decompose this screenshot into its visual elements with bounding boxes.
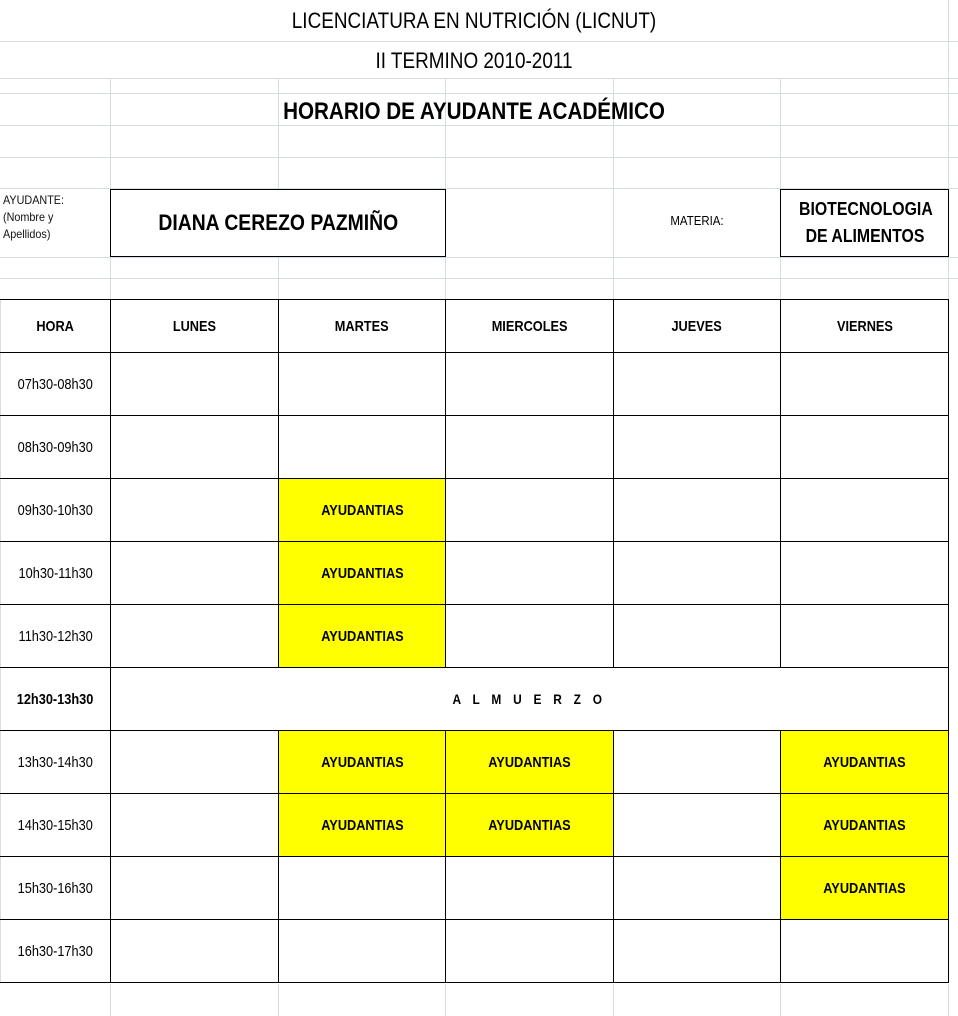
gridline (0, 278, 958, 279)
column-header (614, 300, 781, 353)
schedule-cell (781, 605, 949, 668)
gridline (110, 984, 111, 1016)
schedule-cell (614, 731, 781, 794)
time-label: 07h30-08h30 (17, 375, 94, 393)
schedule-row (1, 542, 949, 605)
session-label: AYUDANTIAS (823, 816, 906, 834)
schedule-cell (781, 542, 949, 605)
time-slot (1, 479, 111, 542)
column-header (111, 300, 279, 353)
column-header-label: JUEVES (671, 317, 723, 335)
schedule-cell (446, 416, 614, 479)
schedule-cell (781, 416, 949, 479)
schedule-cell (279, 731, 446, 794)
time-slot (1, 542, 111, 605)
schedule-cell (111, 731, 279, 794)
schedule-row (1, 605, 949, 668)
session-label: AYUDANTIAS (823, 879, 906, 897)
column-header-label: HORA (36, 317, 75, 335)
time-slot (1, 353, 111, 416)
schedule-cell (446, 353, 614, 416)
schedule-cell (111, 857, 279, 920)
column-header (279, 300, 446, 353)
time-slot (1, 416, 111, 479)
schedule-cell (446, 542, 614, 605)
column-header-label: VIERNES (836, 317, 893, 335)
schedule-cell (446, 857, 614, 920)
schedule-cell (614, 920, 781, 983)
column-header-label: MIERCOLES (491, 317, 568, 335)
gridline (278, 984, 279, 1016)
time-label: 15h30-16h30 (17, 879, 94, 897)
term-title: II TERMINO 2010-2011 (375, 48, 573, 73)
schedule-row (1, 416, 949, 479)
session-label: AYUDANTIAS (320, 564, 404, 582)
time-label: 12h30-13h30 (17, 690, 94, 708)
schedule-cell (279, 479, 446, 542)
schedule-cell (446, 605, 614, 668)
schedule-cell (111, 542, 279, 605)
schedule-cell (614, 605, 781, 668)
schedule-cell (446, 920, 614, 983)
session-label: AYUDANTIAS (320, 501, 404, 519)
schedule-cell (279, 857, 446, 920)
session-label: AYUDANTIAS (823, 753, 906, 771)
schedule-cell (446, 794, 614, 857)
gridline (0, 41, 958, 42)
schedule-cell (614, 479, 781, 542)
column-header (1, 300, 111, 353)
schedule-title: HORARIO DE AYUDANTE ACADÉMICO (283, 98, 665, 125)
time-label: 10h30-11h30 (18, 564, 93, 582)
schedule-cell (614, 857, 781, 920)
column-header (446, 300, 614, 353)
time-slot (1, 794, 111, 857)
session-label: AYUDANTIAS (320, 753, 404, 771)
schedule-cell (279, 542, 446, 605)
schedule-cell (279, 416, 446, 479)
schedule-row (1, 857, 949, 920)
subject-label: MATERIA: (670, 213, 724, 228)
session-label: AYUDANTIAS (320, 627, 404, 645)
schedule-cell (446, 479, 614, 542)
schedule-cell (111, 479, 279, 542)
schedule-cell (279, 353, 446, 416)
schedule-row (1, 479, 949, 542)
time-label: 14h30-15h30 (17, 816, 94, 834)
session-label: AYUDANTIAS (488, 753, 571, 771)
gridline (0, 257, 958, 258)
schedule-cell (781, 920, 949, 983)
schedule-cell (614, 542, 781, 605)
schedule-cell (781, 731, 949, 794)
gridline (0, 93, 958, 94)
time-slot (1, 857, 111, 920)
gridline (948, 984, 949, 1016)
header-row (1, 300, 949, 353)
program-title: LICENCIATURA EN NUTRICIÓN (LICNUT) (291, 8, 657, 33)
schedule-row (1, 353, 949, 416)
schedule-row (1, 731, 949, 794)
time-label: 11h30-12h30 (18, 627, 93, 645)
subject-box (780, 189, 949, 257)
time-slot (1, 731, 111, 794)
time-slot (1, 920, 111, 983)
time-label: 13h30-14h30 (17, 753, 94, 771)
schedule-cell (614, 794, 781, 857)
schedule-cell (279, 605, 446, 668)
assistant-name-box (110, 189, 446, 257)
time-label: 08h30-09h30 (17, 438, 94, 456)
schedule-row (1, 920, 949, 983)
time-slot (1, 668, 111, 731)
schedule-table (0, 299, 949, 983)
schedule-cell (781, 794, 949, 857)
lunch-break (111, 668, 949, 731)
schedule-cell (781, 857, 949, 920)
column-header-label: MARTES (335, 317, 389, 335)
column-header-label: LUNES (172, 317, 217, 335)
schedule-cell (279, 920, 446, 983)
time-label: 09h30-10h30 (17, 501, 94, 519)
gridline (445, 984, 446, 1016)
time-slot (1, 605, 111, 668)
schedule-row (1, 668, 949, 731)
assistant-label: AYUDANTE: (Nombre y Apellidos) (3, 193, 65, 241)
gridline (780, 984, 781, 1016)
schedule-cell (111, 920, 279, 983)
schedule-cell (111, 416, 279, 479)
session-label: AYUDANTIAS (320, 816, 404, 834)
gridline (613, 984, 614, 1016)
gridline (0, 78, 958, 79)
column-header (781, 300, 949, 353)
schedule-cell (111, 353, 279, 416)
schedule-cell (781, 353, 949, 416)
schedule-cell (279, 794, 446, 857)
schedule-cell (446, 731, 614, 794)
session-label: AYUDANTIAS (488, 816, 571, 834)
schedule-cell (111, 605, 279, 668)
schedule-cell (614, 353, 781, 416)
schedule-cell (614, 416, 781, 479)
subject-name: BIOTECNOLOGIA DE ALIMENTOS (798, 199, 933, 246)
schedule-cell (111, 794, 279, 857)
schedule-row (1, 794, 949, 857)
schedule-cell (781, 479, 949, 542)
gridline (0, 157, 958, 158)
time-label: 16h30-17h30 (17, 942, 94, 960)
assistant-name: DIANA CEREZO PAZMIÑO (158, 210, 398, 235)
lunch-label: A L M U E R Z O (452, 691, 607, 707)
